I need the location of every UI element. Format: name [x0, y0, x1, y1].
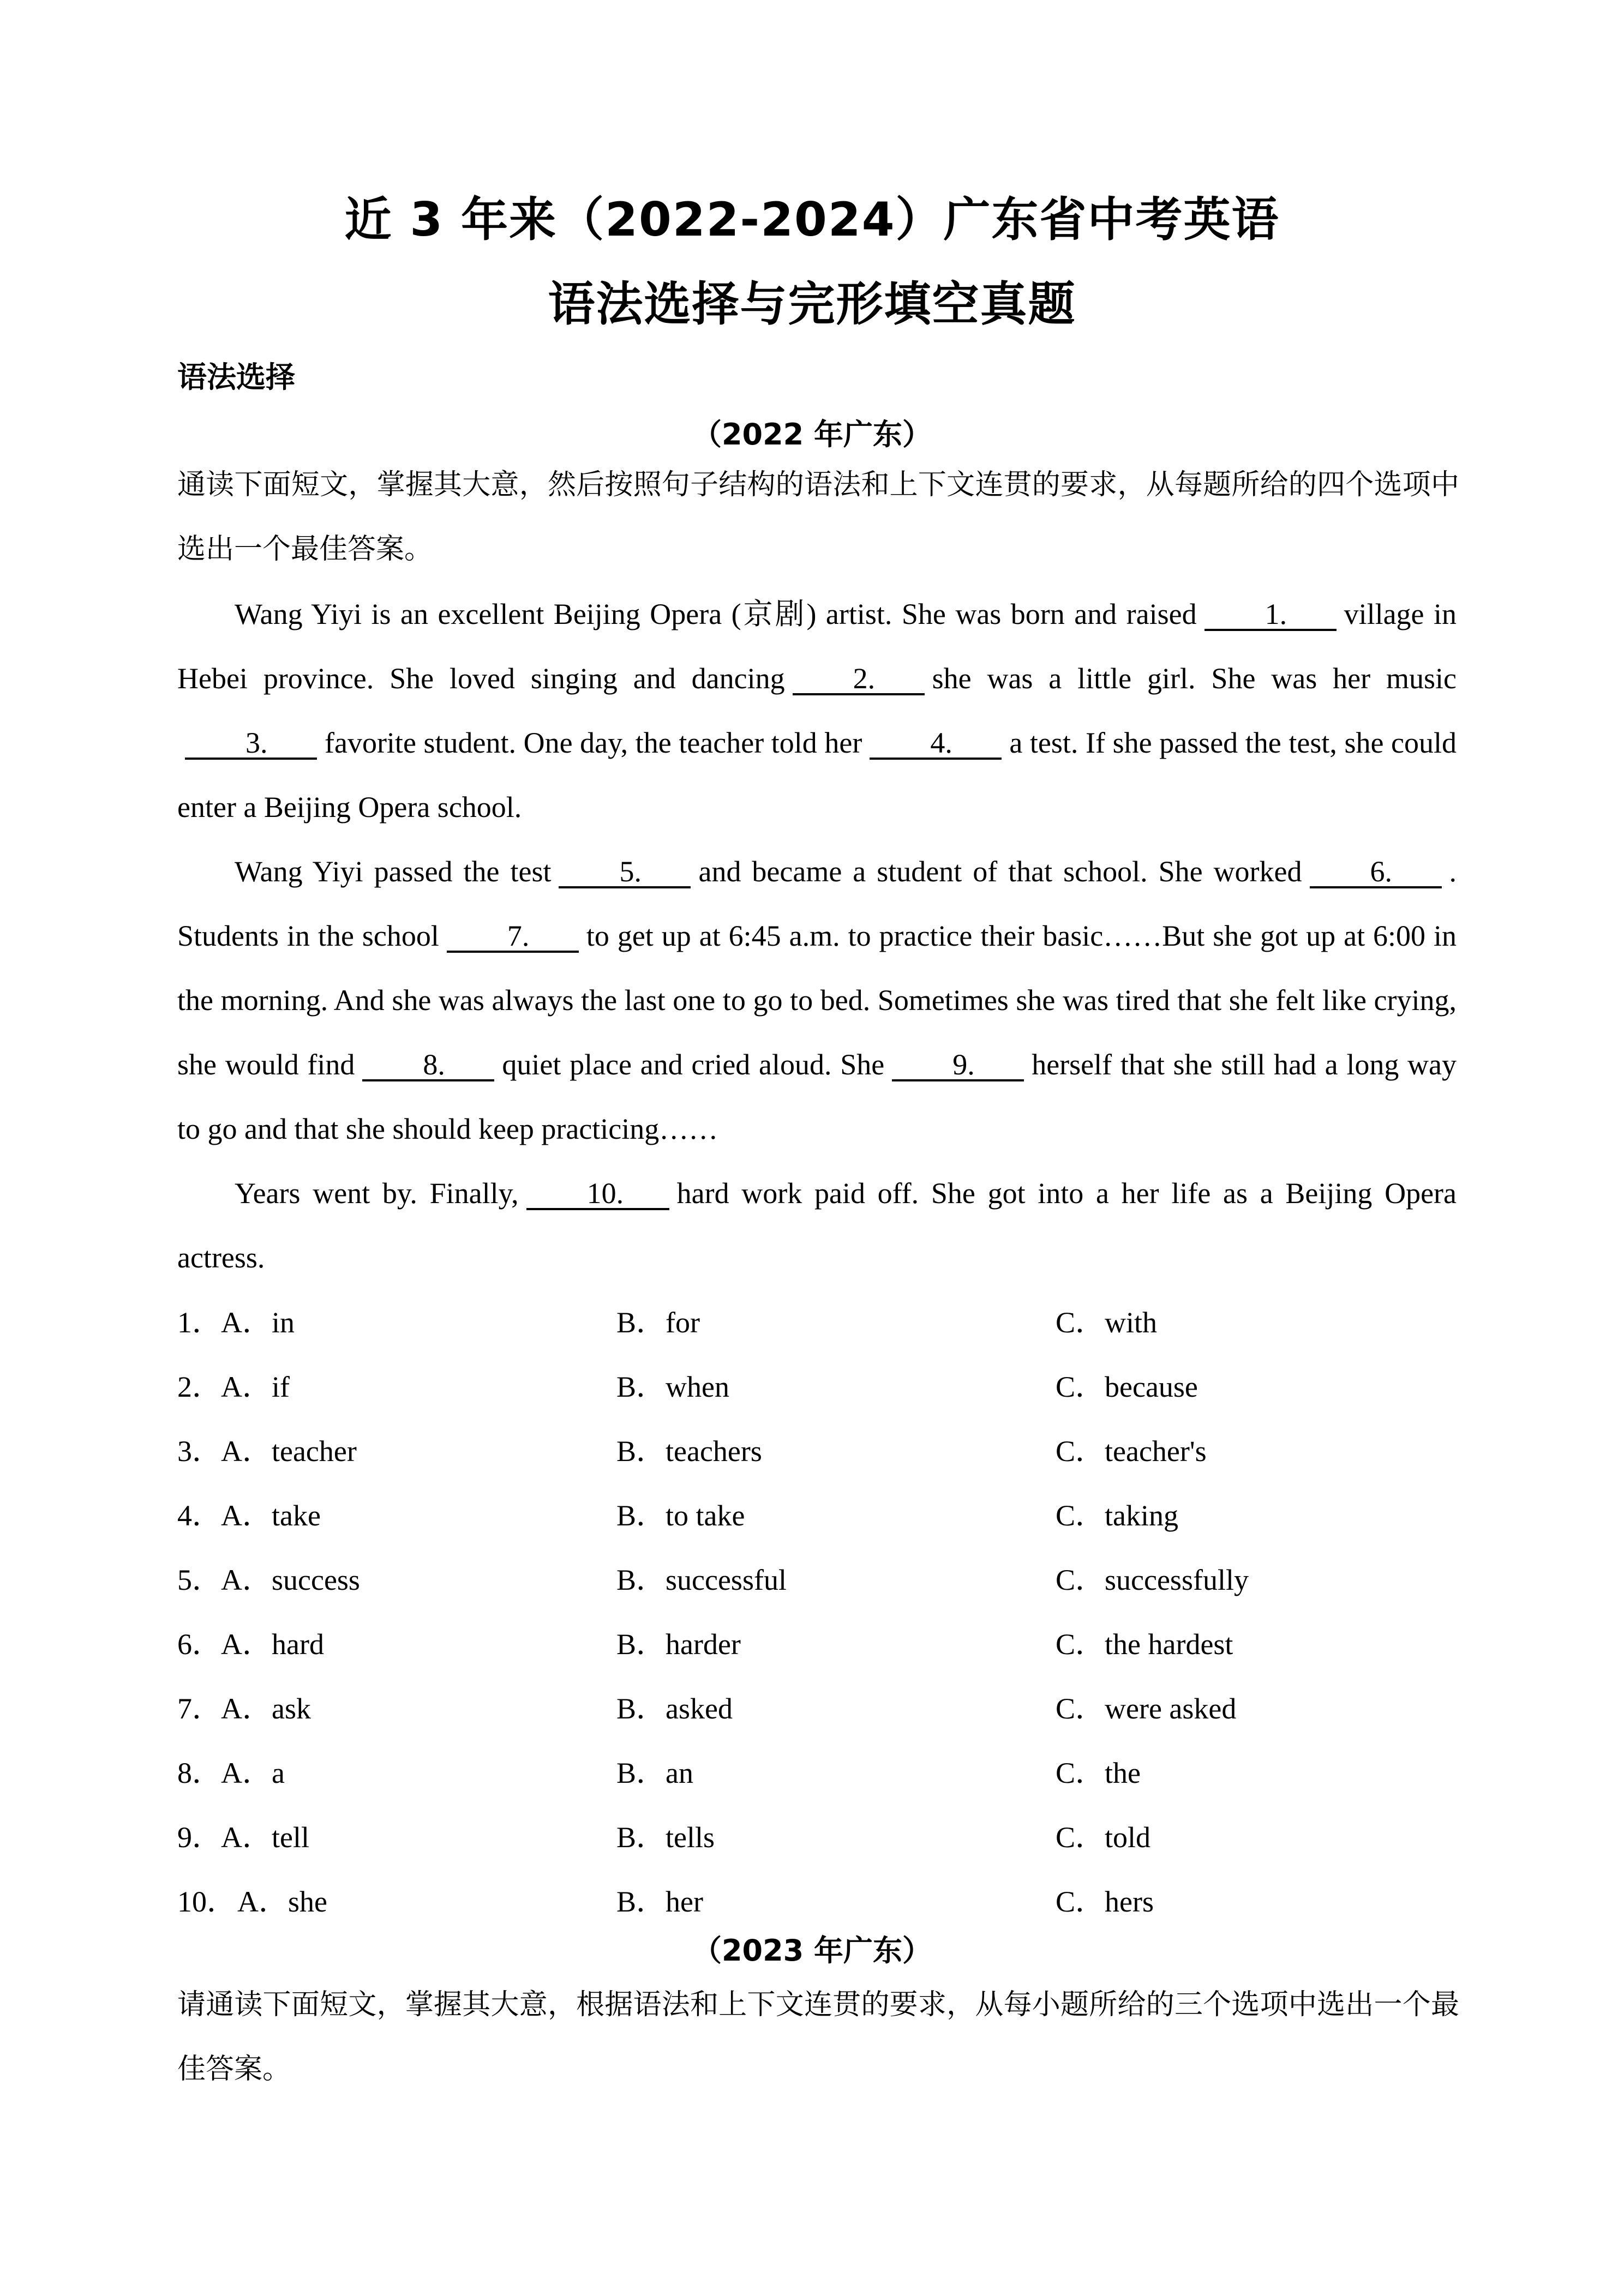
option-b[interactable]: B．an — [616, 1757, 693, 1789]
option-c[interactable]: C．told — [1056, 1821, 1151, 1854]
question-number: 9． — [177, 1821, 221, 1854]
passage-text: Wang Yiyi passed the test — [235, 855, 552, 888]
question-row — [177, 1419, 1459, 1483]
option-c[interactable]: C．were asked — [1056, 1692, 1237, 1725]
answer-blank-6[interactable]: 6. — [1310, 857, 1442, 888]
option-c[interactable]: C．the hardest — [1056, 1628, 1233, 1661]
option-a[interactable]: A．a — [221, 1757, 285, 1789]
answer-blank-5[interactable]: 5. — [559, 857, 691, 888]
answer-blank-2[interactable]: 2. — [793, 664, 925, 695]
passage-paragraph-3 — [177, 1161, 1457, 1290]
option-b[interactable]: B．for — [616, 1306, 700, 1339]
question-number: 8． — [177, 1757, 221, 1789]
question-row — [177, 1676, 1459, 1741]
answer-blank-1[interactable]: 1. — [1204, 599, 1337, 631]
question-number: 6． — [177, 1628, 221, 1661]
option-b[interactable]: B．her — [616, 1885, 703, 1918]
question-row — [177, 1483, 1459, 1548]
option-b[interactable]: B．teachers — [616, 1435, 762, 1468]
question-row — [177, 1741, 1459, 1805]
question-row — [177, 1870, 1459, 1934]
passage-text: herself that she still had a long way to go and that she should keep practicing…… — [177, 1048, 1457, 1145]
passage-text: Years went by. Finally, — [235, 1177, 519, 1210]
option-c[interactable]: C．the — [1056, 1757, 1141, 1789]
option-c[interactable]: C．hers — [1056, 1885, 1154, 1918]
option-a[interactable]: A．success — [221, 1564, 360, 1596]
question-number: 3． — [177, 1435, 221, 1468]
answer-blank-8[interactable]: 8. — [362, 1050, 494, 1081]
question-row — [177, 1290, 1459, 1355]
passage-text: she was a little girl. She was her music — [932, 662, 1457, 695]
option-a[interactable]: A．take — [221, 1499, 321, 1532]
passage-2022 — [177, 582, 1457, 1290]
question-number: 5． — [177, 1564, 221, 1596]
question-row — [177, 1548, 1459, 1612]
passage-text: Wang Yiyi is an excellent Beijing Opera (京剧) artist. She was born and raised — [235, 598, 1197, 630]
passage-text: quiet place and cried aloud. She — [502, 1048, 885, 1081]
option-a[interactable]: A．ask — [221, 1692, 311, 1725]
option-b[interactable]: B．to take — [616, 1499, 745, 1532]
answer-blank-9[interactable]: 9. — [892, 1050, 1024, 1081]
question-number: 10． — [177, 1885, 236, 1918]
question-number: 2． — [177, 1371, 221, 1403]
option-a[interactable]: A．if — [221, 1371, 290, 1403]
passage-text: favorite student. One day, the teacher told her — [325, 726, 862, 759]
question-row — [177, 1805, 1459, 1870]
option-a[interactable]: A．tell — [221, 1821, 309, 1854]
passage-text: hard work paid off. She got into a her life as a Beijing Opera actress. — [177, 1177, 1457, 1274]
passage-paragraph-1 — [177, 582, 1457, 839]
answer-blank-10[interactable]: 10. — [526, 1179, 669, 1210]
option-b[interactable]: B．when — [616, 1371, 729, 1403]
option-c[interactable]: C．with — [1056, 1306, 1158, 1339]
option-a[interactable]: A．she — [237, 1885, 327, 1918]
passage-text: village in Hebei province. She loved singing and dancing — [177, 598, 1457, 695]
option-b[interactable]: B．harder — [616, 1628, 741, 1661]
option-a[interactable]: A．hard — [221, 1628, 324, 1661]
passage-paragraph-2 — [177, 839, 1457, 1161]
question-row — [177, 1355, 1459, 1419]
instructions-2022: 通读下面短文，掌握其大意，然后按照句子结构的语法和上下文连贯的要求，从每题所给的四个选项中选出一个最佳答案。 — [177, 468, 1459, 566]
passage-text: a test. If she passed the test, she could enter a Beijing Opera school. — [177, 726, 1457, 824]
option-c[interactable]: C．because — [1056, 1371, 1198, 1403]
option-b[interactable]: B．tells — [616, 1821, 715, 1854]
year-heading-2022: （2022 年广东） — [692, 417, 932, 452]
passage-text: . Students in the school — [177, 855, 1457, 952]
document-title-line-1: 近 3 年来（2022-2024）广东省中考英语 — [344, 193, 1280, 247]
year-heading-2023: （2023 年广东） — [692, 1933, 932, 1968]
section-heading-grammar: 语法选择 — [177, 360, 295, 394]
instructions-2023: 请通读下面短文，掌握其大意，根据语法和上下文连贯的要求，从每小题所给的三个选项中选出一个最佳答案。 — [177, 1988, 1459, 2085]
option-c[interactable]: C．teacher's — [1056, 1435, 1207, 1468]
question-number: 1． — [177, 1306, 221, 1339]
document-title-line-2: 语法选择与完形填空真题 — [548, 277, 1076, 332]
option-b[interactable]: B．successful — [616, 1564, 787, 1596]
passage-text: to get up at 6:45 a.m. to practice their basic……But she got up at 6:00 in the morning. And she was always the last one to go to bed. Sometimes she was tired that she felt like crying, she would find — [177, 919, 1457, 1081]
question-row — [177, 1612, 1459, 1676]
passage-text: and became a student of that school. She worked — [698, 855, 1302, 888]
question-number: 4． — [177, 1499, 221, 1532]
option-a[interactable]: A．teacher — [221, 1435, 357, 1468]
answer-options-2022 — [177, 1290, 1459, 1934]
answer-blank-3[interactable]: 3. — [185, 728, 317, 760]
option-c[interactable]: C．successfully — [1056, 1564, 1249, 1596]
answer-blank-7[interactable]: 7. — [447, 921, 579, 953]
option-b[interactable]: B．asked — [616, 1692, 733, 1725]
option-c[interactable]: C．taking — [1056, 1499, 1178, 1532]
question-number: 7． — [177, 1692, 221, 1725]
answer-blank-4[interactable]: 4. — [870, 728, 1002, 760]
option-a[interactable]: A．in — [221, 1306, 295, 1339]
